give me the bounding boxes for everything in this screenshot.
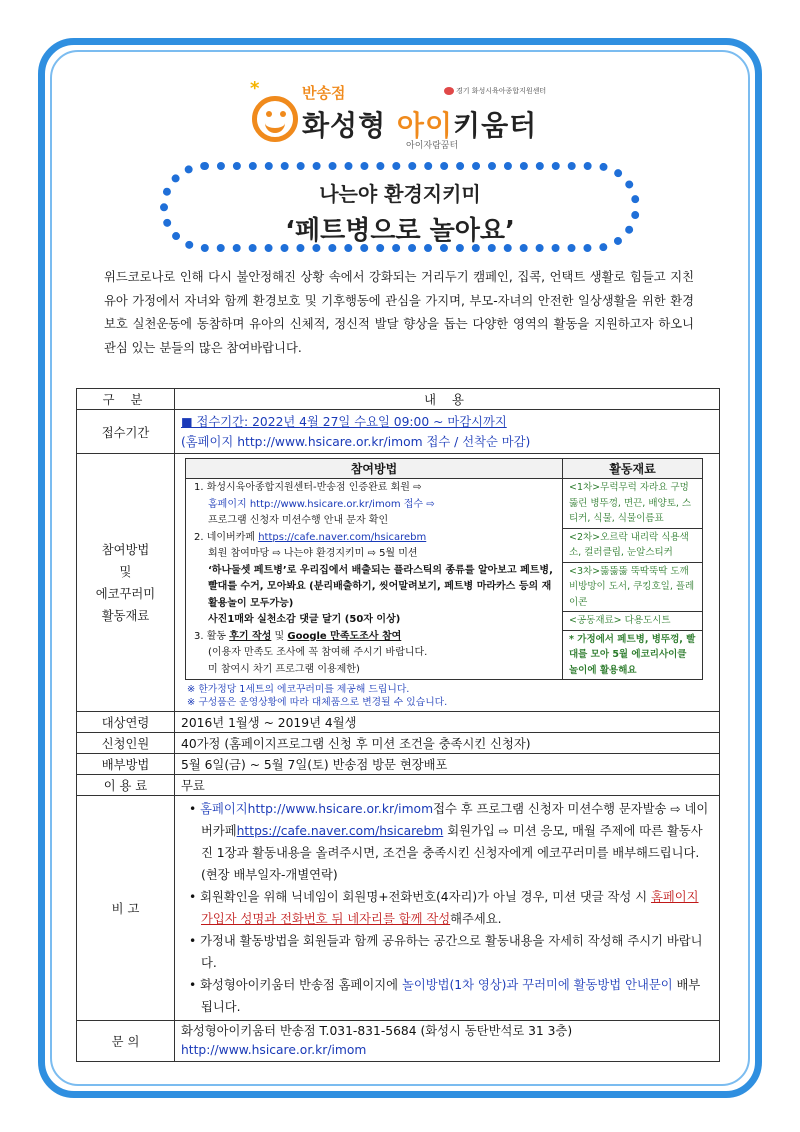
capacity-label: 신청인원 bbox=[77, 733, 175, 754]
remark-2-highlight: 홈페이지 가입자 성명과 전화번호 뒤 네자리를 함께 작성 bbox=[201, 890, 699, 926]
remark-1-bullet: • bbox=[189, 802, 201, 816]
remark-4-highlight: 놀이방법(1차 영상)과 꾸러미에 활동방법 안내문이 bbox=[401, 978, 673, 992]
header-content: 내 용 bbox=[175, 389, 720, 410]
distribution-label: 배부방법 bbox=[77, 754, 175, 775]
contact-label: 문 의 bbox=[77, 1021, 175, 1062]
row-remarks bbox=[77, 796, 720, 1021]
intro-paragraph: 위드코로나로 인해 다시 불안정해진 상황 속에서 강화되는 거리두기 캠페인, 집콕, 언택트 생활로 힘들고 지친 유아 가정에서 자녀와 함께 환경보호 및 기후행동에 관심을 가지며, 부모-자녀의 안전한 일상생활을 위한 환경보호 실천운동에 동참하며 유아의 신체적, 정신적 발달 향상을 돕는 다양한 영역의 활동을 지원하고자 하오니 관심 있는 분들의 많은 참여바랍니다. bbox=[104, 270, 694, 355]
step2-text: 2. 네이버카페 bbox=[194, 531, 259, 543]
step1: 1. 화성시육아종합지원센터-반송점 인증완료 회원 ⇨ bbox=[194, 482, 422, 493]
remark-1-text: 접수 후 프로그램 신청자 미션수행 문자발송 ⇨ 네이버카페 bbox=[201, 802, 709, 838]
step3-and: 및 bbox=[271, 630, 288, 642]
distribution-value: 5월 6일(금) ~ 5월 7일(토) 반송점 방문 현장배포 bbox=[175, 754, 720, 775]
material-2: <2차>오르락 내리락 식용색소, 컬러클립, 눈알스티커 bbox=[563, 528, 703, 562]
step1-homepage: 홈페이지 http://www.hsicare.or.kr/imom 접수 ⇨ bbox=[208, 498, 435, 510]
material-common: <공동재료> 다용도시트 bbox=[563, 612, 703, 631]
step3 bbox=[194, 629, 556, 646]
org-name-text: 경기 화성시육아종합지원센터 bbox=[456, 87, 547, 95]
row-fee bbox=[77, 775, 720, 796]
reception-note: (홈페이지 http://www.hsicare.or.kr/imom 접수 / 선착순 마감) bbox=[181, 434, 531, 449]
reception-label: 접수기간 bbox=[77, 410, 175, 454]
remark-2 bbox=[189, 886, 709, 930]
contact-url[interactable]: http://www.hsicare.or.kr/imom bbox=[181, 1043, 367, 1057]
table-header bbox=[77, 389, 720, 410]
step3-survey[interactable]: Google 만족도조사 참여 bbox=[287, 630, 402, 642]
org-logo-icon bbox=[444, 87, 454, 95]
row-age bbox=[77, 712, 720, 733]
remark-1-homepage: 홈페이지http://www.hsicare.or.kr/imom bbox=[200, 802, 434, 816]
row-method bbox=[77, 454, 720, 712]
reception-period: ■ 접수기간: 2022년 4월 27일 수요일 09:00 ~ 마감시까지 bbox=[181, 414, 507, 429]
logo-name-a: 화성형 bbox=[302, 109, 397, 142]
title-line2: ‘페트병으로 놀아요’ bbox=[285, 216, 515, 246]
logo-subtitle: 아이자람꿈터 bbox=[406, 141, 459, 151]
step1-sms: 프로그램 신청자 미션수행 안내 문자 확인 bbox=[208, 515, 389, 526]
step3-note2: 미 참여시 차기 프로그램 이용제한) bbox=[208, 663, 360, 675]
cafe-link[interactable]: https://cafe.naver.com/hsicarebm bbox=[258, 531, 427, 543]
row-capacity bbox=[77, 733, 720, 754]
age-value: 2016년 1월생 ~ 2019년 4월생 bbox=[175, 712, 720, 733]
remark-4-text: • 화성형아이키움터 반송점 홈페이지에 bbox=[189, 978, 402, 992]
remark-1-cafe-link[interactable]: https://cafe.naver.com/hsicarebm bbox=[236, 824, 444, 838]
info-table bbox=[76, 388, 720, 1062]
capacity-value: 40가정 (홈페이지프로그램 신청 후 미션 조건을 충족시킨 신청자) bbox=[175, 733, 720, 754]
logo-branch: 반송점 bbox=[302, 84, 346, 102]
method-label-1: 참여방법 bbox=[101, 542, 150, 557]
contact-info: 화성형아이키움터 반송점 T.031-831-5684 (화성시 동탄반석로 31 3층) bbox=[181, 1024, 573, 1038]
fee-label: 이 용 료 bbox=[77, 775, 175, 796]
method-inner-table bbox=[185, 458, 703, 680]
remark-4-rest: 배부됩니다. bbox=[201, 978, 701, 1014]
kit-note-1: ※ 한가정당 1세트의 에코꾸러미를 제공해 드립니다. bbox=[187, 684, 410, 695]
step2-comment: 사진1매와 실천소감 댓글 달기 (50자 이상) bbox=[208, 614, 401, 625]
method-label-2: 및 bbox=[119, 564, 132, 579]
row-distribution bbox=[77, 754, 720, 775]
kit-note-2: ※ 구성품은 운영상황에 따라 대체품으로 변경될 수 있습니다. bbox=[187, 697, 448, 708]
material-home-note: * 가정에서 페트병, 병뚜껑, 빨대를 모아 5월 에코리사이클 놀이에 활용해요 bbox=[563, 630, 703, 680]
remark-2-rest: 해주세요. bbox=[450, 912, 502, 926]
inner-header-material: 활동재료 bbox=[563, 459, 703, 479]
remark-3: • 가정내 활동방법을 회원들과 함께 공유하는 공간으로 활동내용을 자세히 작성해 주시기 바랍니다. bbox=[189, 934, 703, 970]
logo-name-b: 아이 bbox=[396, 109, 454, 142]
logo-name-c: 키움터 bbox=[453, 109, 538, 142]
fee-value: 무료 bbox=[175, 775, 720, 796]
age-label: 대상연령 bbox=[77, 712, 175, 733]
remark-1-rest: 회원가입 ⇨ 미션 응모, 매월 주제에 따른 활동사진 1장과 활동내용을 올려주시면, 조건을 충족시킨 신청자에게 에코꾸러미를 배부해드립니다. (현장 배부일자-개별연락) bbox=[201, 824, 703, 882]
remark-2-text: • 회원확인을 위해 닉네임이 회원명+전화번호(4자리)가 아닐 경우, 미션 댓글 작성 시 bbox=[189, 890, 652, 904]
step2 bbox=[194, 530, 556, 547]
row-contact bbox=[77, 1021, 720, 1062]
method-label-4: 활동재료 bbox=[101, 608, 150, 623]
inner-header-method: 참여방법 bbox=[186, 459, 563, 479]
star-icon: * bbox=[250, 78, 260, 99]
remarks-label: 비 고 bbox=[77, 796, 175, 1021]
material-1: <1차>무럭무럭 자라요 구멍뚫린 병뚜껑, 면끈, 배양토, 스티커, 식물, 식물이름표 bbox=[563, 479, 703, 529]
step3-note1: (이용자 만족도 조사에 꼭 참여해 주시기 바랍니다. bbox=[208, 647, 428, 658]
step3-review: 후기 작성 bbox=[229, 630, 272, 642]
remark-4 bbox=[189, 974, 709, 1018]
step2-path: 회원 참여마당 ⇨ 나는야 환경지키미 ⇨ 5월 미션 bbox=[208, 548, 418, 559]
step2-mission: ‘하나둘셋 페트병’로 우리집에서 배출되는 플라스틱의 종류를 알아보고 페트병, 빨대를 수거, 모아봐요 (분리배출하기, 씻어말려보기, 페트병 마라카스 등의 재활용놀이 모두가능) bbox=[208, 564, 553, 609]
title-line1: 나는야 환경지키미 bbox=[319, 182, 481, 206]
remark-1 bbox=[189, 798, 709, 886]
smiley-icon bbox=[252, 96, 298, 142]
header-category: 구 분 bbox=[77, 389, 175, 410]
step3-text: 3. 활동 bbox=[194, 630, 230, 642]
org-name bbox=[444, 86, 546, 96]
material-3: <3차>뚫뚫뚫 뚝딱뚝딱 도깨비방망이 도서, 쿠킹호일, 플레이콘 bbox=[563, 562, 703, 612]
method-label-3: 에코꾸러미 bbox=[95, 586, 156, 601]
row-reception bbox=[77, 410, 720, 454]
